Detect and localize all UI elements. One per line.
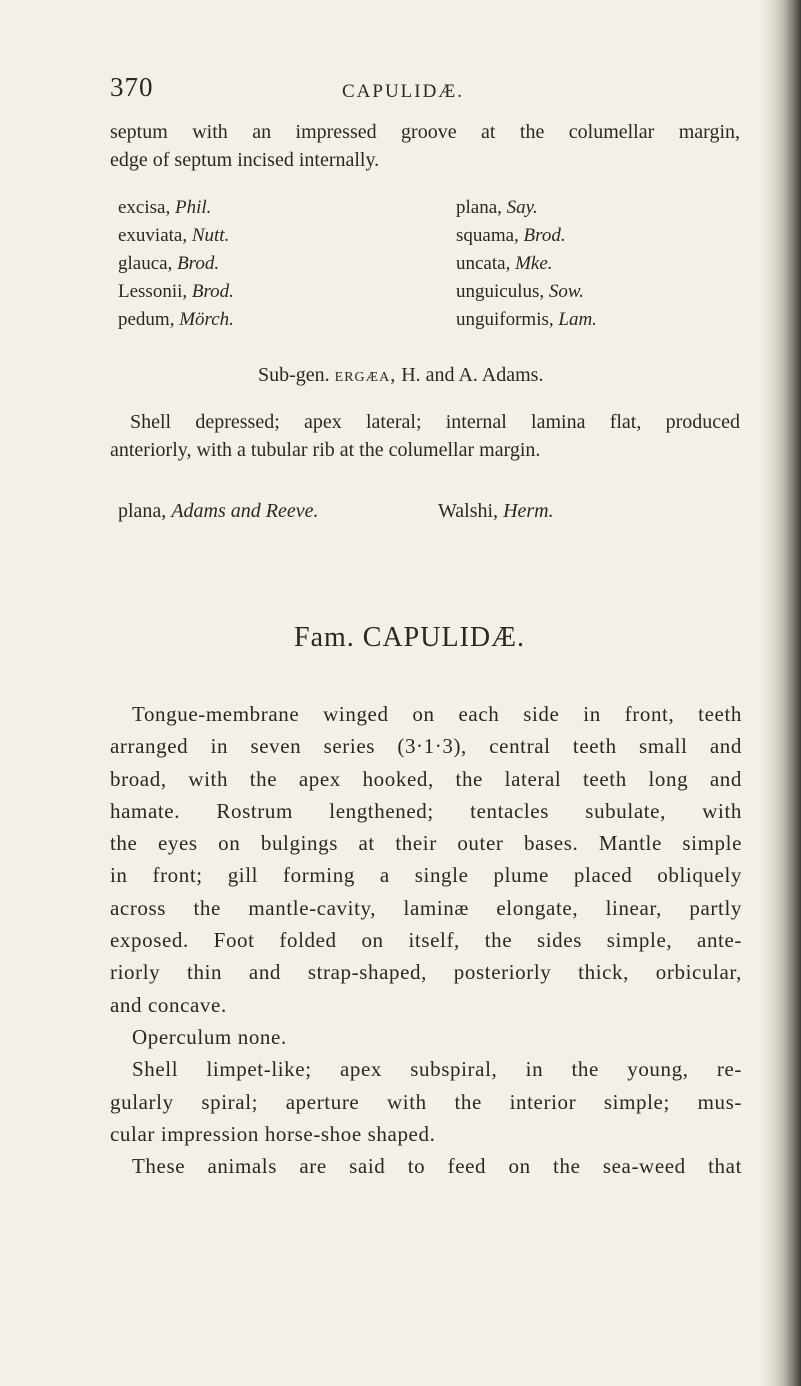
family-heading: Fam. CAPULIDÆ.: [294, 622, 526, 653]
text-line: gularly spiral; aperture with the interior simple; mus-: [110, 1089, 742, 1114]
species-entry: pedum, Mörch.: [118, 309, 234, 330]
species-list-2-left: [118, 497, 318, 525]
intro-paragraph: [110, 118, 740, 174]
species-entry: unguiformis, Lam.: [456, 309, 597, 330]
text-line: the eyes on bulgings at their outer bases. Mantle simple: [110, 831, 742, 856]
text-line: riorly thin and strap-shaped, posteriorly thick, orbicular,: [110, 960, 742, 985]
text-line: exposed. Foot folded on itself, the sides simple, ante-: [110, 928, 742, 953]
text-line: cular impression horse-shoe shaped.: [110, 1121, 436, 1146]
species-entry: excisa, Phil.: [118, 197, 212, 218]
subgenus-prefix: Sub-gen.: [258, 364, 330, 386]
text-line: arranged in seven series (3·1·3), central teeth small and: [110, 734, 742, 759]
text-line: anteriorly, with a tubular rib at the columellar margin.: [110, 439, 541, 461]
species-entry: uncata, Mke.: [456, 253, 553, 274]
text-line: edge of septum incised internally.: [110, 149, 380, 171]
species-entry: squama, Brod.: [456, 225, 566, 246]
running-head: CAPULIDÆ.: [342, 81, 464, 102]
family-description: [110, 698, 742, 1182]
species-list-right: [456, 194, 597, 334]
species-entry: exuviata, Nutt.: [118, 225, 230, 246]
species-entry: unguiculus, Sow.: [456, 281, 584, 302]
subgenus-description: [110, 408, 740, 464]
subgenus-authority: H. and A. Adams.: [401, 364, 544, 386]
text-line: and concave.: [110, 992, 227, 1017]
species-entry: glauca, Brod.: [118, 253, 220, 274]
page-number: 370: [110, 72, 154, 102]
species-list-left: [118, 194, 234, 334]
species-entry: Walshi, Herm.: [438, 500, 554, 522]
page-header: [110, 72, 730, 112]
page-edge-shadow: [761, 0, 801, 1386]
operculum-line: Operculum none.: [132, 1024, 287, 1049]
text-line: broad, with the apex hooked, the lateral teeth long and: [110, 766, 742, 791]
species-list-2-right: [438, 497, 554, 525]
text-line: hamate. Rostrum lengthened; tentacles subulate, with: [110, 798, 742, 823]
text-line: Shell depressed; apex lateral; internal lamina flat, produced: [130, 411, 740, 433]
subgenus-heading: [258, 364, 543, 387]
text-line: These animals are said to feed on the sea-weed that: [132, 1154, 742, 1179]
species-entry: plana, Say.: [456, 197, 538, 218]
species-entry: plana, Adams and Reeve.: [118, 500, 319, 522]
text-line: septum with an impressed groove at the columellar margin,: [110, 121, 740, 143]
text-line: Shell limpet-like; apex subspiral, in the young, re-: [132, 1057, 742, 1082]
text-line: in front; gill forming a single plume placed obliquely: [110, 863, 742, 888]
species-entry: Lessonii, Brod.: [118, 281, 234, 302]
subgenus-name: ergæa,: [334, 364, 397, 386]
text-line: Tongue-membrane winged on each side in front, teeth: [132, 702, 742, 726]
text-line: across the mantle-cavity, laminæ elongate, linear, partly: [110, 895, 742, 920]
